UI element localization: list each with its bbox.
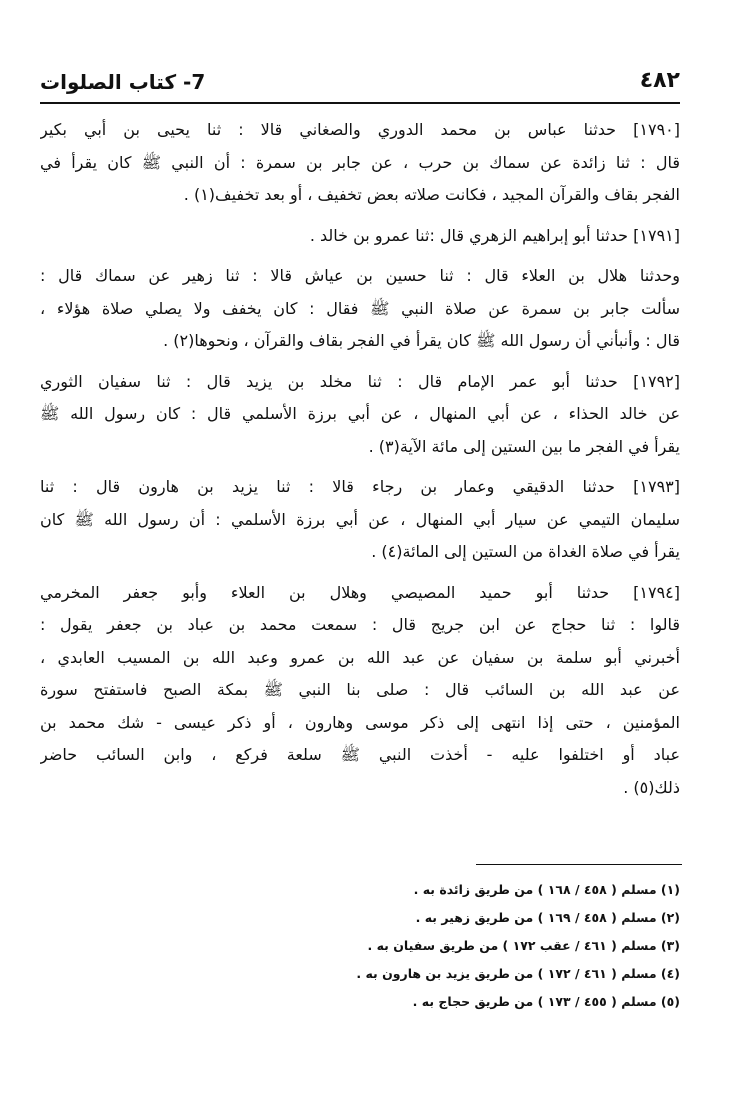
text-line: عباد أو اختلفوا عليه - أخذت النبي ﷺ سلعة فركع ، وابن السائب حاضر xyxy=(40,745,680,764)
text-line: المؤمنين ، حتى إذا انتهى إلى ذكر موسى وهارون ، أو ذكر عيسى - شك محمد بن xyxy=(40,712,680,732)
text-line: أخبرني أبو سلمة بن سفيان عن عبد الله بن عمرو وعبد الله بن المسيب العابدي ، xyxy=(40,647,680,667)
page-number: ٤٨٢ xyxy=(639,68,680,93)
chapter-title: 7- كتاب الصلوات xyxy=(40,70,206,94)
text-line: [١٧٩١] حدثنا أبو إبراهيم الزهري قال :ثنا عمرو بن خالد . xyxy=(309,225,680,245)
text-line: سليمان التيمي عن سيار أبي المنهال ، عن أبي برزة الأسلمي : أن رسول الله ﷺ كان xyxy=(40,509,680,529)
footnote-2: (٢) مسلم ( ٤٥٨ / ١٦٩ ) من طريق زهير به . xyxy=(415,910,680,925)
hadith-1791 xyxy=(40,220,680,253)
text-line: وحدثنا هلال بن العلاء قال : ثنا حسين بن عياش قالا : ثنا زهير عن سماك قال : xyxy=(40,266,680,285)
hadith-1793 xyxy=(40,471,680,569)
hadith-1794 xyxy=(40,577,680,805)
footnote-divider xyxy=(476,864,682,865)
text-line: يقرأ في الفجر ما بين الستين إلى مائة الآية(٣) . xyxy=(368,436,680,456)
text-line: يقرأ في صلاة الغداة من الستين إلى المائة(٤) . xyxy=(371,542,680,561)
footnote-5: (٥) مسلم ( ٤٥٥ / ١٧٣ ) من طريق حجاج به . xyxy=(412,994,680,1009)
text-line: قال : وأنبأني أن رسول الله ﷺ كان يقرأ في الفجر بقاف والقرآن ، ونحوها(٢) . xyxy=(163,331,680,350)
footnote-3: (٣) مسلم ( ٤٦١ / عقب ١٧٢ ) من طريق سفيان به . xyxy=(367,938,680,953)
text-line: [١٧٩٣] حدثنا الدقيقي وعمار بن رجاء قالا : ثنا يزيد بن هارون قال : ثنا xyxy=(40,477,680,496)
text-line: قالوا : ثنا حجاج عن ابن جريج قال : سمعت محمد بن عباد بن جعفر يقول : xyxy=(40,615,680,634)
footnotes xyxy=(40,876,680,1016)
hadith-1790 xyxy=(40,114,680,212)
hadith-1791-chain-2 xyxy=(40,260,680,358)
text-line: سألت جابر بن سمرة عن صلاة النبي ﷺ فقال : كان يخفف ولا يصلي صلاة هؤلاء ، xyxy=(40,298,680,318)
text-line: ذلك(٥) . xyxy=(623,777,680,797)
text-line: [١٧٩٤] حدثنا أبو حميد المصيصي وهلال بن العلاء وأبو جعفر المخرمي xyxy=(40,582,680,602)
text-line: قال : ثنا زائدة عن سماك بن حرب ، عن جابر بن سمرة : أن النبي ﷺ كان يقرأ في xyxy=(40,152,680,172)
text-line: [١٧٩٢] حدثنا أبو عمر الإمام قال : ثنا مخلد بن يزيد قال : ثنا سفيان الثوري xyxy=(40,371,680,391)
page-header xyxy=(40,66,680,104)
hadith-text-body xyxy=(40,114,680,812)
footnote-4: (٤) مسلم ( ٤٦١ / ١٧٢ ) من طريق يزيد بن هارون به . xyxy=(356,966,680,981)
text-line: عن خالد الحذاء ، عن أبي المنهال ، عن أبي برزة الأسلمي قال : كان رسول الله ﷺ xyxy=(40,404,680,423)
hadith-1792 xyxy=(40,366,680,464)
footnote-1: (١) مسلم ( ٤٥٨ / ١٦٨ ) من طريق زائدة به . xyxy=(413,882,680,897)
text-line: الفجر بقاف والقرآن المجيد ، فكانت صلاته بعض تخفيف ، أو بعد تخفيف(١) . xyxy=(183,185,680,204)
text-line: [١٧٩٠] حدثنا عباس بن محمد الدوري والصغاني قالا : ثنا يحيى بن أبي بكير xyxy=(40,120,680,139)
text-line: عن عبد الله بن السائب قال : صلى بنا النبي ﷺ بمكة الصبح فاستفتح سورة xyxy=(40,680,680,699)
